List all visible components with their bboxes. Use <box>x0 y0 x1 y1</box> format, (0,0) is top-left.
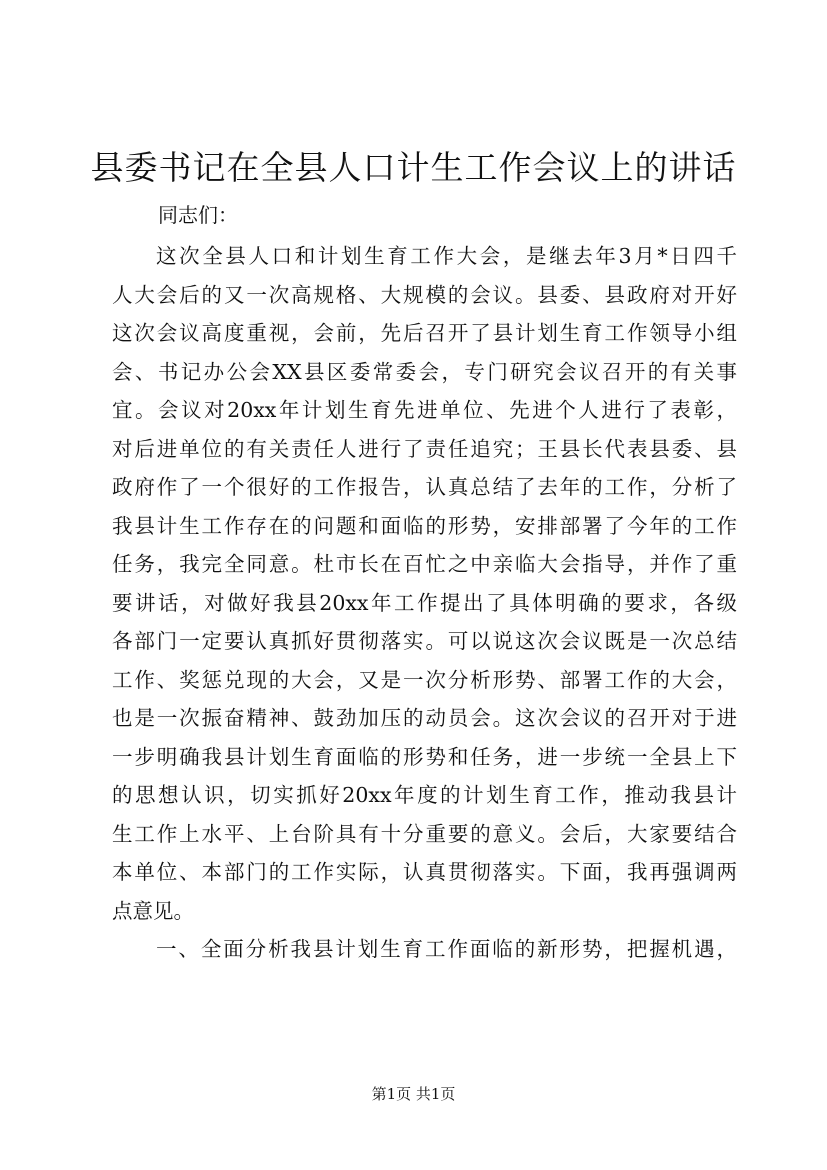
body-line: 人大会后的又一次高规格、大规模的会议。县委、县政府对开好 <box>112 282 737 307</box>
body-line: 各部门一定要认真抓好贯彻落实。可以说这次会议既是一次总结 <box>112 629 737 653</box>
body-line: 宜。会议对20xx年计划生育先进单位、先进个人进行了表彰， <box>112 398 737 422</box>
body-line: 我县计生工作存在的问题和面临的形势，安排部署了今年的工作 <box>112 513 737 538</box>
body-line: 生工作上水平、上台阶具有十分重要的意义。会后，大家要结合 <box>112 821 737 846</box>
body-line: 会、书记办公会XX县区委常委会，专门研究会议召开的有关事 <box>112 359 737 384</box>
body-line: 的思想认识，切实抓好20xx年度的计划生育工作，推动我县计 <box>112 783 737 807</box>
body-line: 要讲话，对做好我县20xx年工作提出了具体明确的要求，各级 <box>112 590 737 615</box>
body-line: 也是一次振奋精神、鼓劲加压的动员会。这次会议的召开对于进 <box>112 706 737 730</box>
body-line: 任务，我完全同意。杜市长在百忙之中亲临大会指导，并作了重 <box>112 552 737 576</box>
body-line: 点意见。 <box>112 898 194 923</box>
body-line: 这次全县人口和计划生育工作大会，是继去年3月*日四千 <box>156 244 737 268</box>
page-footer: 第1页 共1页 <box>371 1085 456 1103</box>
section-heading-line: 一、全面分析我县计划生育工作面临的新形势，把握机遇， <box>156 937 737 961</box>
body-line: 一步明确我县计划生育面临的形势和任务，进一步统一全县上下 <box>112 744 737 769</box>
body-line: 本单位、本部门的工作实际，认真贯彻落实。下面，我再强调两 <box>112 860 737 884</box>
body-line: 这次会议高度重视，会前，先后召开了县计划生育工作领导小组 <box>112 321 737 345</box>
salutation: 同志们： <box>158 203 238 227</box>
body-line: 对后进单位的有关责任人进行了责任追究；王县长代表县委、县 <box>112 436 737 461</box>
body-line: 政府作了一个很好的工作报告，认真总结了去年的工作，分析了 <box>112 475 737 499</box>
document-title: 县委书记在全县人口计生工作会议上的讲话 <box>90 148 737 187</box>
body-text <box>112 237 737 969</box>
body-line: 工作、奖惩兑现的大会，又是一次分析形势、部署工作的大会， <box>112 667 737 692</box>
